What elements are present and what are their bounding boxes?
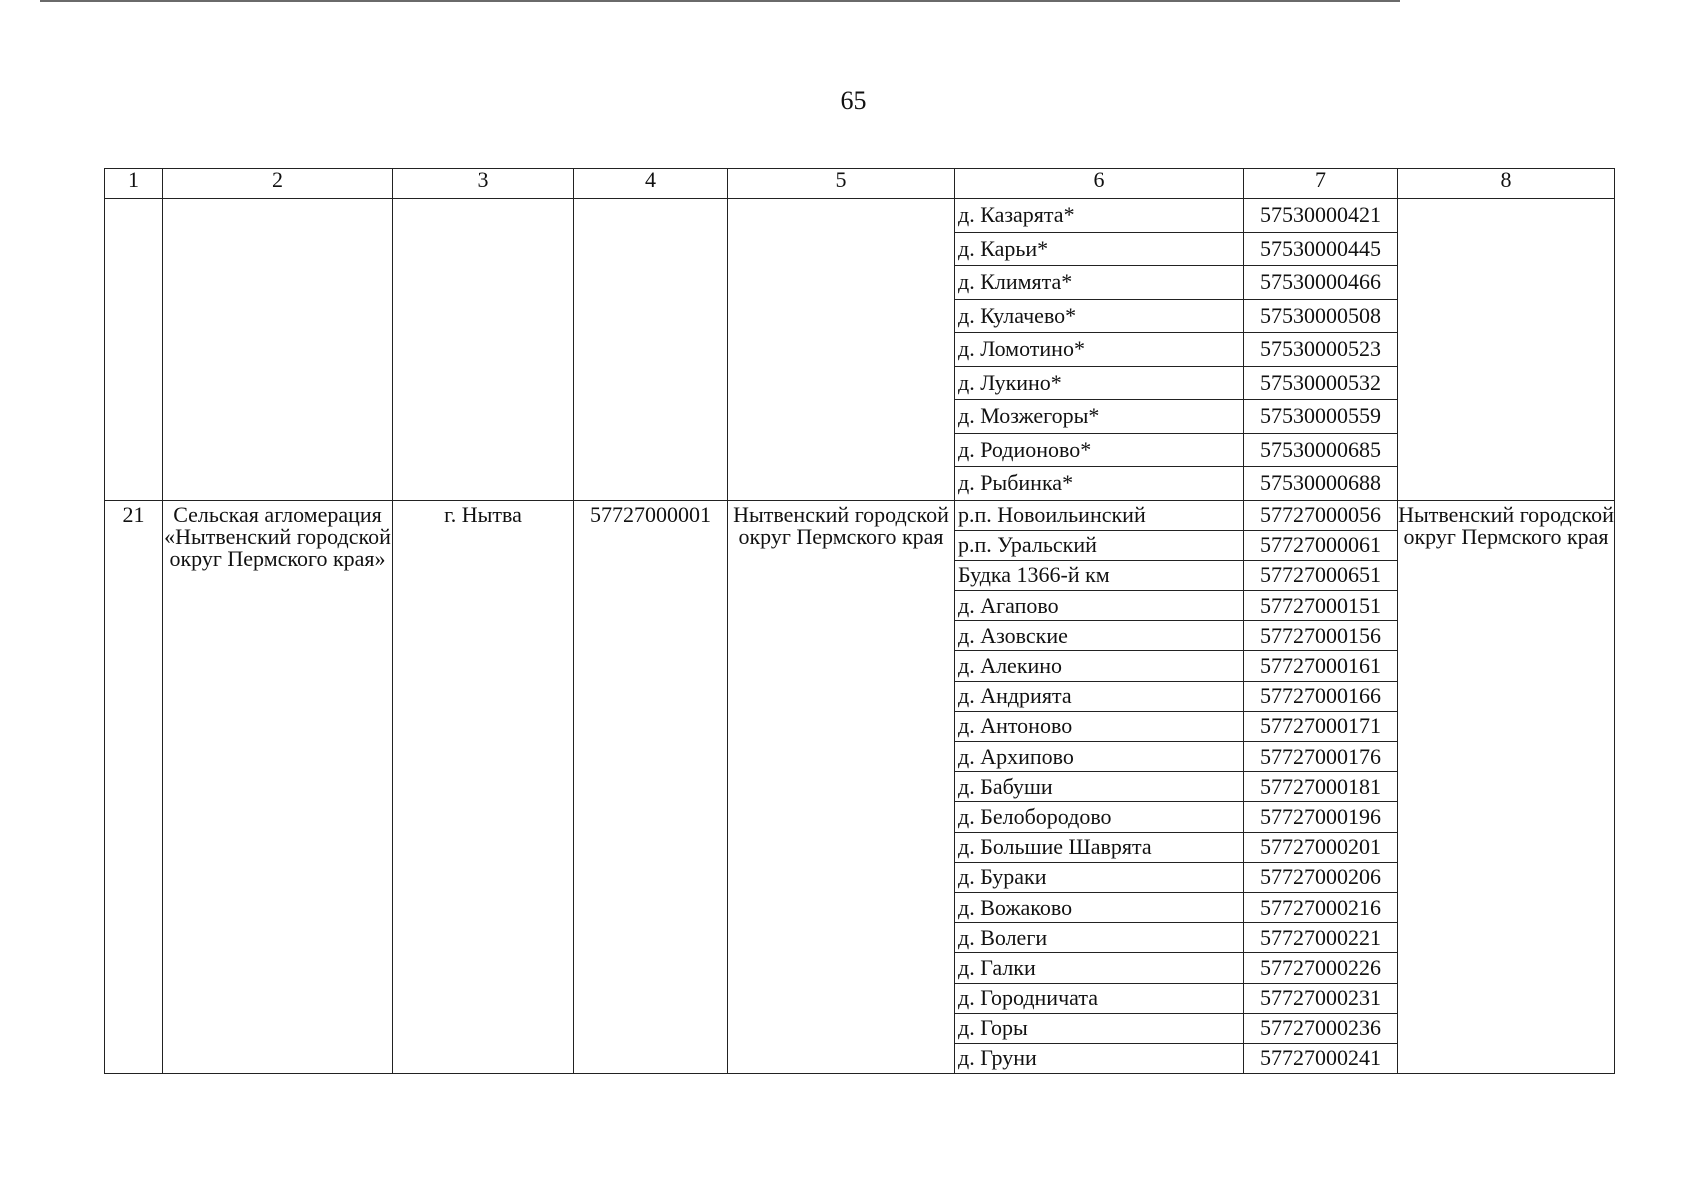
admin-center: г. Нытва	[393, 500, 574, 1074]
oktmo-code: 57727000226	[1244, 953, 1398, 983]
oktmo-code: 57530000466	[1244, 266, 1398, 300]
oktmo-code: 57727000181	[1244, 772, 1398, 802]
oktmo-code: 57530000688	[1244, 467, 1398, 501]
oktmo-code: 57727000161	[1244, 651, 1398, 681]
settlement-name: д. Лукино*	[955, 366, 1244, 400]
col5-cell	[728, 199, 955, 501]
header-cell: 8	[1398, 169, 1615, 199]
settlement-name: д. Казарята*	[955, 199, 1244, 233]
settlement-name: д. Агапово	[955, 591, 1244, 621]
oktmo-code: 57530000559	[1244, 400, 1398, 434]
settlement-name: д. Андрията	[955, 681, 1244, 711]
oktmo-code: 57530000421	[1244, 199, 1398, 233]
settlement-name: д. Карьи*	[955, 232, 1244, 266]
settlement-name: д. Ломотино*	[955, 333, 1244, 367]
oktmo-code: 57530000532	[1244, 366, 1398, 400]
oktmo-code: 57727000156	[1244, 621, 1398, 651]
oktmo-code: 57727000171	[1244, 711, 1398, 741]
settlements-table	[104, 168, 1615, 1074]
oktmo-code: 57530000508	[1244, 299, 1398, 333]
col8-cell	[1398, 199, 1615, 501]
settlement-name: д. Климята*	[955, 266, 1244, 300]
oktmo-code: 57727000236	[1244, 1013, 1398, 1043]
settlement-name: д. Галки	[955, 953, 1244, 983]
oktmo-code: 57727000206	[1244, 862, 1398, 892]
settlement-name: д. Горы	[955, 1013, 1244, 1043]
oktmo-code: 57727000241	[1244, 1043, 1398, 1073]
oktmo-code: 57727000061	[1244, 530, 1398, 560]
col2-cell	[163, 199, 393, 501]
settlement-name: д. Алекино	[955, 651, 1244, 681]
scan-top-edge	[40, 0, 1400, 2]
settlement-name: д. Родионово*	[955, 433, 1244, 467]
oktmo-code: 57727000151	[1244, 591, 1398, 621]
oktmo-code: 57727000176	[1244, 742, 1398, 772]
col4-cell	[574, 199, 728, 501]
admin-center-code: 57727000001	[574, 500, 728, 1074]
header-cell: 3	[393, 169, 574, 199]
settlement-name: д. Рыбинка*	[955, 467, 1244, 501]
settlement-name: д. Бабуши	[955, 772, 1244, 802]
oktmo-code: 57727000166	[1244, 681, 1398, 711]
settlement-name: д. Белобородово	[955, 802, 1244, 832]
oktmo-code: 57530000523	[1244, 333, 1398, 367]
oktmo-code: 57727000231	[1244, 983, 1398, 1013]
settlement-name: д. Архипово	[955, 742, 1244, 772]
settlement-name: д. Волеги	[955, 923, 1244, 953]
header-cell: 6	[955, 169, 1244, 199]
settlement-name: д. Груни	[955, 1043, 1244, 1073]
table-row	[105, 199, 1615, 233]
table-row	[105, 500, 1615, 530]
settlement-name: д. Вожаково	[955, 892, 1244, 922]
settlement-name: д. Городничата	[955, 983, 1244, 1013]
entry-number: 21	[105, 500, 163, 1074]
header-cell: 5	[728, 169, 955, 199]
header-row	[105, 169, 1615, 199]
settlement-name: д. Мозжегоры*	[955, 400, 1244, 434]
settlement-name: р.п. Новоильинский	[955, 500, 1244, 530]
municipality-name: Нытвенский городской округ Пермского края	[728, 500, 955, 1074]
settlement-name: Будка 1366-й км	[955, 560, 1244, 590]
agglomeration-name: Сельская агломерация «Нытвенский городской округ Пермского края»	[163, 500, 393, 1074]
settlement-name: д. Большие Шаврята	[955, 832, 1244, 862]
settlement-name: д. Бураки	[955, 862, 1244, 892]
settlement-name: д. Азовские	[955, 621, 1244, 651]
oktmo-code: 57727000196	[1244, 802, 1398, 832]
oktmo-code: 57727000651	[1244, 560, 1398, 590]
col3-cell	[393, 199, 574, 501]
header-cell: 2	[163, 169, 393, 199]
oktmo-code: 57727000221	[1244, 923, 1398, 953]
oktmo-code: 57530000445	[1244, 232, 1398, 266]
oktmo-code: 57530000685	[1244, 433, 1398, 467]
oktmo-code: 57727000056	[1244, 500, 1398, 530]
header-cell: 7	[1244, 169, 1398, 199]
settlement-name: д. Антоново	[955, 711, 1244, 741]
col1-cell	[105, 199, 163, 501]
municipality-name-col8: Нытвенский городской округ Пермского края	[1398, 500, 1615, 1074]
header-cell: 1	[105, 169, 163, 199]
oktmo-code: 57727000201	[1244, 832, 1398, 862]
oktmo-code: 57727000216	[1244, 892, 1398, 922]
page-number: 65	[840, 86, 867, 115]
settlement-name: д. Кулачево*	[955, 299, 1244, 333]
settlement-name: р.п. Уральский	[955, 530, 1244, 560]
header-cell: 4	[574, 169, 728, 199]
